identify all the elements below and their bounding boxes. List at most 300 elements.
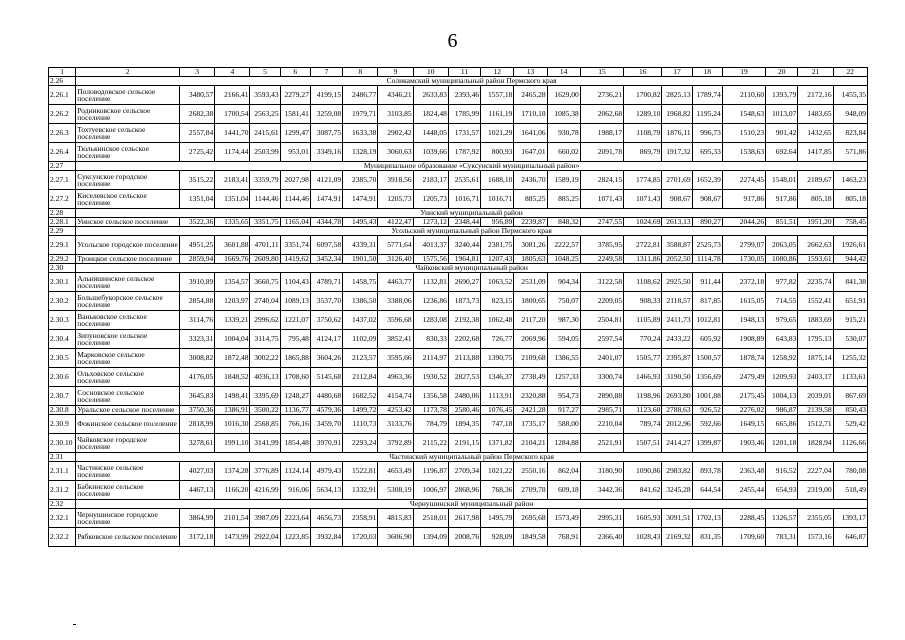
- value-cell: 2358,91: [343, 509, 378, 528]
- value-cell: 1709,60: [722, 528, 765, 547]
- row-code: 2.26.3: [49, 124, 76, 143]
- row-code: 2.30.9: [49, 415, 76, 434]
- value-cell: 1865,88: [280, 349, 310, 368]
- settlement-name: Альняшинское сельское поселение: [76, 273, 180, 292]
- value-cell: 1161,19: [481, 105, 514, 124]
- value-cell: 2110,60: [722, 86, 765, 105]
- value-cell: 1374,28: [215, 462, 250, 481]
- value-cell: 2722,81: [624, 236, 662, 255]
- value-cell: 885,25: [514, 190, 547, 209]
- value-cell: 1876,11: [662, 124, 692, 143]
- value-cell: 1123,60: [624, 406, 662, 415]
- value-cell: 2249,58: [580, 255, 623, 264]
- value-cell: 2609,80: [250, 255, 280, 264]
- settlement-name: Рябковское сельское поселение: [76, 528, 180, 547]
- value-cell: 2166,41: [215, 86, 250, 105]
- column-number-header: 5: [250, 68, 280, 77]
- settlement-name: Зипуновское сельское поселение: [76, 330, 180, 349]
- column-number-header: 4: [215, 68, 250, 77]
- value-cell: 3240,44: [448, 236, 480, 255]
- value-cell: 2293,24: [343, 434, 378, 453]
- value-cell: 1548,01: [766, 171, 798, 190]
- value-cell: 2008,76: [448, 528, 480, 547]
- value-cell: 3060,63: [378, 143, 413, 162]
- value-cell: 893,78: [692, 462, 722, 481]
- section-row: [49, 77, 868, 86]
- value-cell: 1273,12: [413, 218, 448, 227]
- value-cell: 1848,52: [215, 368, 250, 387]
- value-cell: 2479,49: [722, 368, 765, 387]
- value-cell: 2925,50: [662, 273, 692, 292]
- section-title: Соликамский муниципальный район Пермского края: [76, 77, 868, 86]
- value-cell: 1894,35: [448, 415, 480, 434]
- value-cell: 2550,16: [514, 462, 547, 481]
- value-cell: 2983,82: [662, 462, 692, 481]
- section-row: [49, 264, 868, 273]
- value-cell: 3091,51: [662, 509, 692, 528]
- value-cell: 2027,98: [280, 171, 310, 190]
- section-row: [49, 162, 868, 171]
- value-cell: 766,16: [280, 415, 310, 434]
- value-cell: 917,27: [547, 406, 580, 415]
- value-cell: 588,00: [547, 415, 580, 434]
- value-cell: 2436,70: [514, 171, 547, 190]
- value-cell: 695,33: [692, 143, 722, 162]
- page-mark: [73, 624, 76, 625]
- value-cell: 2319,00: [798, 481, 833, 500]
- value-cell: 800,93: [481, 143, 514, 162]
- value-cell: 1615,05: [722, 292, 765, 311]
- value-cell: 2455,44: [722, 481, 765, 500]
- value-cell: 979,65: [766, 311, 798, 330]
- settlement-name: Частинское сельское поселение: [76, 462, 180, 481]
- column-number-header: 7: [310, 68, 342, 77]
- row-code: 2.29.1: [49, 236, 76, 255]
- value-cell: 2415,61: [250, 124, 280, 143]
- table-row: [49, 387, 868, 406]
- row-code: 2.32.2: [49, 528, 76, 547]
- value-cell: 1872,48: [215, 349, 250, 368]
- value-cell: 2175,45: [722, 387, 765, 406]
- value-cell: 1557,18: [481, 86, 514, 105]
- settlement-name: Уральское сельское поселение: [76, 406, 180, 415]
- value-cell: 768,36: [481, 481, 514, 500]
- value-cell: 594,05: [547, 330, 580, 349]
- settlement-name: Родниковское сельское поселение: [76, 105, 180, 124]
- value-cell: 1878,74: [722, 349, 765, 368]
- settlement-name: Киселевское сельское поселение: [76, 190, 180, 209]
- value-cell: 848,32: [547, 218, 580, 227]
- value-cell: 2693,80: [662, 387, 692, 406]
- value-cell: 1021,22: [481, 462, 514, 481]
- value-cell: 1417,85: [798, 143, 833, 162]
- value-cell: 3245,28: [662, 481, 692, 500]
- value-cell: 714,55: [766, 292, 798, 311]
- value-cell: 3515,22: [179, 171, 214, 190]
- value-cell: 908,33: [624, 292, 662, 311]
- value-cell: 1209,93: [766, 368, 798, 387]
- value-cell: 917,86: [722, 190, 765, 209]
- value-cell: 3593,43: [250, 86, 280, 105]
- column-number-header: 2: [76, 68, 180, 77]
- section-title: Усольский муниципальный район Пермского края: [76, 227, 868, 236]
- value-cell: 1021,29: [481, 124, 514, 143]
- value-cell: 530,07: [833, 330, 867, 349]
- value-cell: 2421,28: [514, 406, 547, 415]
- value-cell: 2192,38: [448, 311, 480, 330]
- value-cell: 1203,97: [215, 292, 250, 311]
- value-cell: 4199,15: [310, 86, 342, 105]
- table-row: [49, 124, 868, 143]
- value-cell: 908,67: [662, 190, 692, 209]
- settlement-name: Половодовское сельское поселение: [76, 86, 180, 105]
- column-number-header: 17: [662, 68, 692, 77]
- value-cell: 4656,73: [310, 509, 342, 528]
- value-cell: 1991,10: [215, 434, 250, 453]
- value-cell: 2504,81: [580, 311, 623, 330]
- value-cell: 1174,44: [215, 143, 250, 162]
- value-cell: 2114,97: [413, 349, 448, 368]
- value-cell: 2320,88: [514, 387, 547, 406]
- value-cell: 1432,65: [798, 124, 833, 143]
- value-cell: 1311,86: [624, 255, 662, 264]
- value-cell: 1386,91: [215, 406, 250, 415]
- value-cell: 2063,05: [766, 236, 798, 255]
- value-cell: 4216,99: [250, 481, 280, 500]
- value-cell: 977,82: [766, 273, 798, 292]
- value-cell: 2682,38: [179, 105, 214, 124]
- value-cell: 1593,61: [798, 255, 833, 264]
- row-code: 2.26.1: [49, 86, 76, 105]
- value-cell: 2366,40: [580, 528, 623, 547]
- row-code: 2.30.4: [49, 330, 76, 349]
- value-cell: 692,64: [766, 143, 798, 162]
- value-cell: 1669,76: [215, 255, 250, 264]
- value-cell: 2985,71: [580, 406, 623, 415]
- value-cell: 1144,46: [250, 190, 280, 209]
- section-title: Уинский муниципальный район: [76, 209, 868, 218]
- value-cell: 2480,06: [448, 387, 480, 406]
- value-cell: 1335,65: [215, 218, 250, 227]
- section-code: 2.27: [49, 162, 76, 171]
- value-cell: 3750,36: [179, 406, 214, 415]
- value-cell: 795,48: [280, 330, 310, 349]
- value-cell: 1883,69: [798, 311, 833, 330]
- column-number-header: 8: [343, 68, 378, 77]
- value-cell: 644,54: [692, 481, 722, 500]
- settlement-name: Чернушинское городское поселение: [76, 509, 180, 528]
- value-cell: 4653,49: [378, 462, 413, 481]
- value-cell: 1236,86: [413, 292, 448, 311]
- value-cell: 643,83: [766, 330, 798, 349]
- section-code: 2.31: [49, 453, 76, 462]
- value-cell: 1386,55: [547, 349, 580, 368]
- value-cell: 926,52: [692, 406, 722, 415]
- value-cell: 3776,89: [250, 462, 280, 481]
- value-cell: 3114,75: [250, 330, 280, 349]
- row-code: 2.30.10: [49, 434, 76, 453]
- value-cell: 3852,41: [378, 330, 413, 349]
- value-cell: 2597,54: [580, 330, 623, 349]
- table-row: [49, 273, 868, 292]
- table-row: [49, 171, 868, 190]
- value-cell: 3126,40: [378, 255, 413, 264]
- value-cell: 2091,78: [580, 143, 623, 162]
- value-cell: 3141,99: [250, 434, 280, 453]
- value-cell: 917,86: [766, 190, 798, 209]
- value-cell: 996,73: [692, 124, 722, 143]
- value-cell: 3537,70: [310, 292, 342, 311]
- value-cell: 2189,67: [798, 171, 833, 190]
- value-cell: 3278,61: [179, 434, 214, 453]
- value-cell: 1552,41: [798, 292, 833, 311]
- section-code: 2.32: [49, 500, 76, 509]
- value-cell: 1063,52: [481, 273, 514, 292]
- value-cell: 2223,64: [280, 509, 310, 528]
- value-cell: 2276,02: [722, 406, 765, 415]
- value-cell: 3172,18: [179, 528, 214, 547]
- value-cell: 2112,84: [343, 368, 378, 387]
- value-cell: 1437,02: [343, 311, 378, 330]
- value-cell: 1473,99: [215, 528, 250, 547]
- settlement-name: Усольское городское поселение: [76, 236, 180, 255]
- table-row: [49, 330, 868, 349]
- value-cell: 3932,84: [310, 528, 342, 547]
- settlement-name: Сосновское сельское поселение: [76, 387, 180, 406]
- value-cell: 5634,13: [310, 481, 342, 500]
- value-cell: 3442,36: [580, 481, 623, 500]
- value-cell: 1573,49: [547, 509, 580, 528]
- value-cell: 3122,58: [580, 273, 623, 292]
- column-number-header: 13: [514, 68, 547, 77]
- value-cell: 4346,21: [378, 86, 413, 105]
- value-cell: 1048,25: [547, 255, 580, 264]
- table-row: [49, 434, 868, 453]
- value-cell: 1968,82: [662, 105, 692, 124]
- value-cell: 1016,71: [448, 190, 480, 209]
- value-cell: 1458,75: [343, 273, 378, 292]
- column-number-header: 21: [798, 68, 833, 77]
- value-cell: 660,02: [547, 143, 580, 162]
- value-cell: 1108,79: [624, 124, 662, 143]
- value-cell: 1258,92: [766, 349, 798, 368]
- value-cell: 1948,13: [722, 311, 765, 330]
- value-cell: 1538,63: [722, 143, 765, 162]
- value-cell: 2690,27: [448, 273, 480, 292]
- value-cell: 1248,27: [280, 387, 310, 406]
- value-cell: 1785,99: [448, 105, 480, 124]
- settlement-name: Большебукорское сельское поселение: [76, 292, 180, 311]
- value-cell: 1090,86: [624, 462, 662, 481]
- settlement-name: Суксунское городское поселение: [76, 171, 180, 190]
- value-cell: 4036,13: [250, 368, 280, 387]
- value-cell: 770,24: [624, 330, 662, 349]
- settlement-name: Чайковское городское поселение: [76, 434, 180, 453]
- value-cell: 3645,83: [179, 387, 214, 406]
- column-number-header: 3: [179, 68, 214, 77]
- section-title: Чайковский муниципальный район: [76, 264, 868, 273]
- value-cell: 830,33: [413, 330, 448, 349]
- value-cell: 890,27: [692, 218, 722, 227]
- value-cell: 1114,78: [692, 255, 722, 264]
- value-cell: 1332,91: [343, 481, 378, 500]
- value-cell: 4789,71: [310, 273, 342, 292]
- value-cell: 1800,65: [514, 292, 547, 311]
- value-cell: 1328,19: [343, 143, 378, 162]
- value-cell: 841,38: [833, 273, 867, 292]
- value-cell: 1076,45: [481, 406, 514, 415]
- value-cell: 2113,88: [448, 349, 480, 368]
- value-cell: 1071,43: [580, 190, 623, 209]
- value-cell: 1257,33: [547, 368, 580, 387]
- value-cell: 3604,26: [310, 349, 342, 368]
- table-row: [49, 105, 868, 124]
- value-cell: 2012,96: [662, 415, 692, 434]
- value-cell: 2725,42: [179, 143, 214, 162]
- value-cell: 1013,07: [766, 105, 798, 124]
- value-cell: 1102,09: [343, 330, 378, 349]
- value-cell: 1221,07: [280, 311, 310, 330]
- value-cell: 4344,78: [310, 218, 342, 227]
- value-cell: 1124,14: [280, 462, 310, 481]
- settlement-name: Ваньковское сельское поселение: [76, 311, 180, 330]
- value-cell: 2069,96: [514, 330, 547, 349]
- value-cell: 1573,16: [798, 528, 833, 547]
- value-cell: 2235,74: [798, 273, 833, 292]
- settlement-name: Ольховское сельское поселение: [76, 368, 180, 387]
- value-cell: 1195,24: [692, 105, 722, 124]
- value-cell: 5308,19: [378, 481, 413, 500]
- value-cell: 2788,63: [662, 406, 692, 415]
- table-row: [49, 218, 868, 227]
- value-cell: 2709,34: [448, 462, 480, 481]
- value-cell: 1144,46: [280, 190, 310, 209]
- value-cell: 2922,04: [250, 528, 280, 547]
- value-cell: 758,45: [833, 218, 867, 227]
- value-cell: 4463,77: [378, 273, 413, 292]
- value-cell: 1354,57: [215, 273, 250, 292]
- table-header-row: [49, 68, 868, 77]
- value-cell: 948,09: [833, 105, 867, 124]
- column-number-header: 6: [280, 68, 310, 77]
- value-cell: 2580,46: [448, 406, 480, 415]
- value-cell: 2115,22: [413, 434, 448, 453]
- value-cell: 2117,20: [514, 311, 547, 330]
- value-cell: 1198,96: [624, 387, 662, 406]
- value-cell: 1289,10: [624, 105, 662, 124]
- value-cell: 1393,17: [833, 509, 867, 528]
- value-cell: 1351,04: [179, 190, 214, 209]
- value-cell: 4253,42: [378, 406, 413, 415]
- value-cell: 1901,50: [343, 255, 378, 264]
- value-cell: 2109,68: [514, 349, 547, 368]
- value-cell: 1356,58: [413, 387, 448, 406]
- value-cell: 1474,91: [343, 190, 378, 209]
- value-cell: 3500,22: [250, 406, 280, 415]
- column-number-header: 15: [580, 68, 623, 77]
- value-cell: 1774,85: [624, 171, 662, 190]
- value-cell: 2104,21: [514, 434, 547, 453]
- value-cell: 2355,05: [798, 509, 833, 528]
- value-cell: 783,31: [766, 528, 798, 547]
- value-cell: 4815,83: [378, 509, 413, 528]
- value-cell: 1908,89: [722, 330, 765, 349]
- value-cell: 911,44: [692, 273, 722, 292]
- value-cell: 2209,05: [580, 292, 623, 311]
- value-cell: 916,52: [766, 462, 798, 481]
- value-cell: 4013,37: [413, 236, 448, 255]
- value-cell: 654,93: [766, 481, 798, 500]
- value-cell: 2227,04: [798, 462, 833, 481]
- page-number: 6: [447, 30, 458, 52]
- value-cell: 2288,45: [722, 509, 765, 528]
- value-cell: 1351,04: [215, 190, 250, 209]
- column-number-header: 22: [833, 68, 867, 77]
- value-cell: 2381,75: [481, 236, 514, 255]
- value-cell: 1356,69: [692, 368, 722, 387]
- value-cell: 2740,04: [250, 292, 280, 311]
- table-row: [49, 462, 868, 481]
- value-cell: 1735,17: [514, 415, 547, 434]
- value-cell: 1165,04: [280, 218, 310, 227]
- value-cell: 831,35: [692, 528, 722, 547]
- value-cell: 1682,52: [343, 387, 378, 406]
- value-cell: 1708,60: [280, 368, 310, 387]
- value-cell: 2279,27: [280, 86, 310, 105]
- tariff-table-container: [48, 67, 868, 547]
- value-cell: 1875,14: [798, 349, 833, 368]
- value-cell: 1463,23: [833, 171, 867, 190]
- value-cell: 2183,17: [413, 171, 448, 190]
- value-cell: 1207,43: [481, 255, 514, 264]
- value-cell: 869,79: [624, 143, 662, 162]
- column-number-header: 18: [692, 68, 722, 77]
- value-cell: 3395,69: [250, 387, 280, 406]
- value-cell: 817,85: [692, 292, 722, 311]
- value-cell: 2563,25: [250, 105, 280, 124]
- section-code: 2.28: [49, 209, 76, 218]
- value-cell: 2701,69: [662, 171, 692, 190]
- value-cell: 1507,51: [624, 434, 662, 453]
- value-cell: 747,18: [481, 415, 514, 434]
- settlement-name: Фокинское сельское поселение: [76, 415, 180, 434]
- value-cell: 2433,22: [662, 330, 692, 349]
- value-cell: 2385,70: [343, 171, 378, 190]
- value-cell: 987,30: [547, 311, 580, 330]
- value-cell: 3588,87: [662, 236, 692, 255]
- value-cell: 3114,76: [179, 311, 214, 330]
- value-cell: 3522,36: [179, 218, 214, 227]
- value-cell: 2348,44: [448, 218, 480, 227]
- value-cell: 750,07: [547, 292, 580, 311]
- value-cell: 2996,62: [250, 311, 280, 330]
- value-cell: 609,18: [547, 481, 580, 500]
- value-cell: 841,62: [624, 481, 662, 500]
- value-cell: 2818,99: [179, 415, 214, 434]
- row-code: 2.31.2: [49, 481, 76, 500]
- value-cell: 1201,18: [766, 434, 798, 453]
- value-cell: 6097,58: [310, 236, 342, 255]
- value-cell: 928,09: [481, 528, 514, 547]
- value-cell: 3349,16: [310, 143, 342, 162]
- value-cell: 1393,79: [766, 86, 798, 105]
- value-cell: 665,86: [766, 415, 798, 434]
- value-cell: 1399,87: [692, 434, 722, 453]
- value-cell: 1108,62: [624, 273, 662, 292]
- value-cell: 3970,91: [310, 434, 342, 453]
- value-cell: 3785,95: [580, 236, 623, 255]
- value-cell: 1419,62: [280, 255, 310, 264]
